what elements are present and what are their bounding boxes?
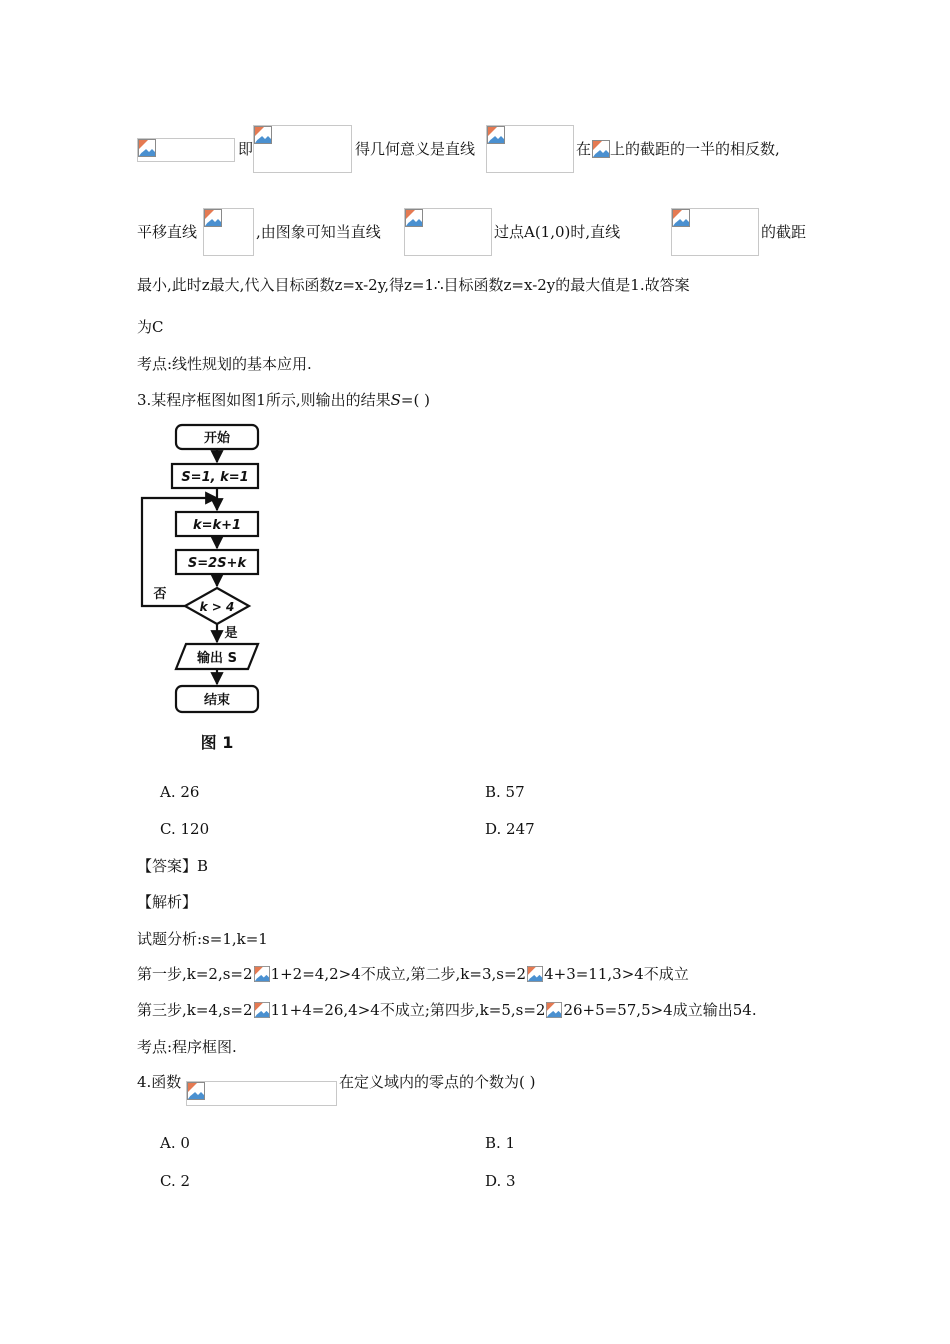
- formula-image-3: [486, 125, 574, 173]
- broken-image-icon: [546, 1002, 562, 1018]
- q3-option-c[interactable]: C. 120: [160, 820, 210, 838]
- text-intercept-2: 的截距: [761, 223, 807, 241]
- q3-analysis-line3: [137, 1000, 757, 1020]
- q3-option-d[interactable]: D. 247: [485, 820, 535, 838]
- q3-analysis-l2b: 1+2=4,2>4不成立,第二步,k=3,s=2: [270, 965, 527, 983]
- q3-analysis-l3c: 26+5=57,5>4成立输出54.: [563, 1001, 757, 1019]
- broken-image-icon: [487, 126, 505, 144]
- q4-option-b[interactable]: B. 1: [485, 1134, 516, 1152]
- text-line4: 为C: [137, 318, 164, 336]
- kaodian-2: 考点:程序框图.: [137, 1038, 237, 1056]
- q4-option-d[interactable]: D. 3: [485, 1172, 516, 1190]
- text-from-graph: ,由图象可知当直线: [256, 223, 381, 241]
- broken-image-icon: [138, 139, 156, 157]
- formula-image-8: [186, 1081, 337, 1106]
- flowchart-figure-1: [138, 420, 268, 760]
- q3-stem-var: S: [390, 391, 401, 409]
- text-intercept: 上的截距的一半的相反数,: [610, 140, 780, 158]
- question-4-stem-post: 在定义域内的零点的个数为( ): [339, 1073, 536, 1091]
- kaodian-1: 考点:线性规划的基本应用.: [137, 355, 312, 373]
- q4-option-c[interactable]: C. 2: [160, 1172, 191, 1190]
- text-line3: 最小,此时z最大,代入目标函数z=x-2y,得z=1∴目标函数z=x-2y的最大值是1.故答案: [137, 276, 690, 294]
- text-pingyi: 平移直线: [137, 223, 198, 241]
- formula-image-5: [203, 208, 254, 256]
- q3-analysis-l3b: 11+4=26,4>4不成立;第四步,k=5,s=2: [270, 1001, 546, 1019]
- q3-answer: 【答案】B: [137, 857, 209, 875]
- broken-image-icon: [527, 966, 543, 982]
- q3-analysis-line1: 试题分析:s=1,k=1: [137, 930, 268, 948]
- broken-image-icon: [187, 1082, 205, 1100]
- text-ji: 即: [238, 140, 254, 158]
- flow-step1-label: k=k+1: [192, 518, 242, 533]
- q3-analysis-l2a: 第一步,k=2,s=2: [137, 965, 253, 983]
- q3-analysis-l3a: 第三步,k=4,s=2: [137, 1001, 253, 1019]
- flow-start-label: 开始: [203, 431, 231, 446]
- flow-cond-label: k > 4: [199, 600, 235, 614]
- question-3-stem: [137, 390, 430, 410]
- broken-image-icon: [204, 209, 222, 227]
- broken-image-icon: [254, 126, 272, 144]
- flow-caption: 图 1: [200, 733, 234, 752]
- q3-analysis-title: 【解析】: [137, 893, 198, 911]
- q3-analysis-line2: [137, 964, 689, 984]
- flow-init-label: S=1, k=1: [181, 470, 249, 485]
- text-zai: 在: [576, 140, 592, 158]
- flow-end-label: 结束: [203, 693, 231, 708]
- formula-image-4: [592, 140, 610, 160]
- broken-image-icon: [254, 1002, 270, 1018]
- formula-image-7: [671, 208, 759, 256]
- flow-yes-label: 是: [224, 626, 238, 641]
- formula-image-2: [253, 125, 352, 173]
- q3-stem-pre: 3.某程序框图如图1所示,则输出的结果: [137, 391, 391, 409]
- q3-option-a[interactable]: A. 26: [160, 783, 200, 801]
- formula-image-6: [404, 208, 492, 256]
- flow-output-label: 输出 S: [197, 651, 237, 666]
- flow-no-label: 否: [153, 587, 167, 602]
- q4-option-a[interactable]: A. 0: [160, 1134, 190, 1152]
- text-geometric-meaning: 得几何意义是直线: [355, 140, 476, 158]
- flow-step2-label: S=2S+k: [187, 556, 247, 571]
- broken-image-icon: [672, 209, 690, 227]
- text-point-a: 过点A(1,0)时,直线: [494, 223, 621, 241]
- q3-analysis-l2c: 4+3=11,3>4不成立: [544, 965, 689, 983]
- formula-image-1: [137, 138, 235, 162]
- broken-image-icon: [405, 209, 423, 227]
- broken-image-icon: [592, 140, 610, 158]
- question-4-stem-pre: 4.函数: [137, 1073, 182, 1091]
- q3-option-b[interactable]: B. 57: [485, 783, 525, 801]
- q3-stem-post: =( ): [400, 391, 430, 409]
- broken-image-icon: [254, 966, 270, 982]
